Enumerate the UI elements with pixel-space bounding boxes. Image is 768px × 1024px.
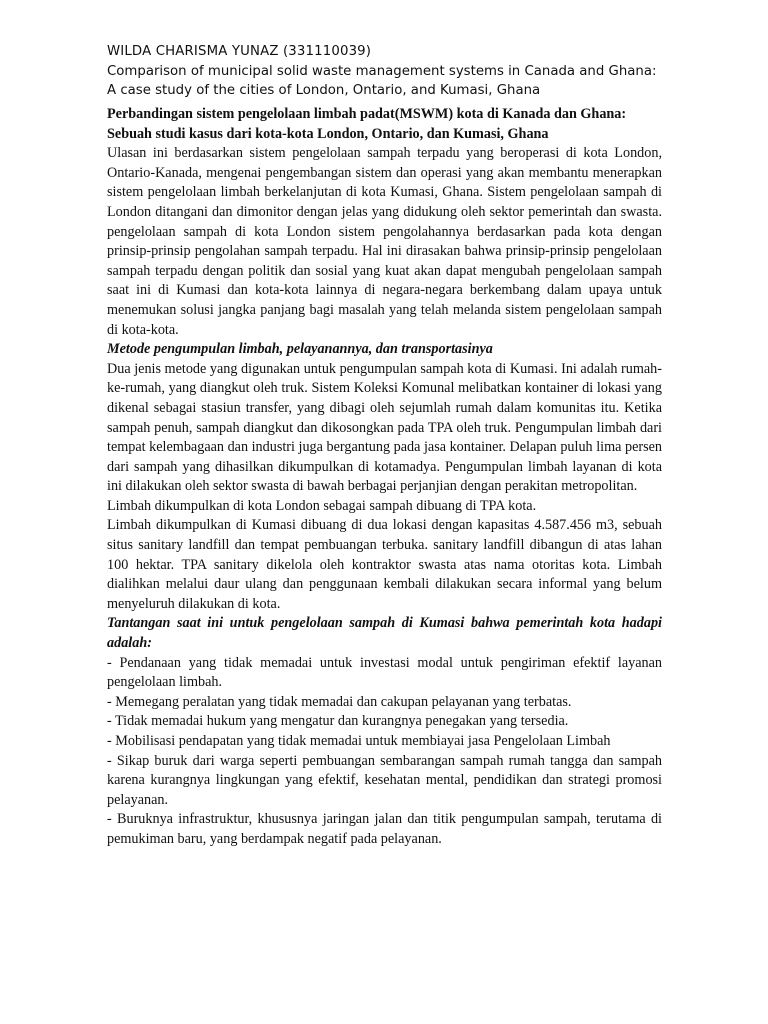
challenge-item: - Mobilisasi pendapatan yang tidak memadai untuk membiayai jasa Pengelolaan Limbah xyxy=(107,733,611,749)
author-name: WILDA CHARISMA YUNAZ (331110039) xyxy=(107,44,372,59)
challenge-item: - Tidak memadai hukum yang mengatur dan kurangnya penegakan yang tersedia. xyxy=(107,713,569,730)
document-page xyxy=(107,42,662,850)
challenge-item: - Memegang peralatan yang tidak memadai dan cakupan pelayanan yang terbatas. xyxy=(107,693,572,710)
london-paragraph: Limbah dikumpulkan di kota London sebagai sampah dibuang di TPA kota. xyxy=(107,497,537,514)
intro-paragraph: Ulasan ini berdasarkan sistem pengelolaan sampah terpadu yang beroperasi di kota London, Ontario-Kanada, mengenai pengembangan sistem dan operasi yang akan membantu menerapkan sistem pengelolaan limbah berkelanjutan di kota Kumasi, Ghana. Sistem pengelolaan sampah di London ditangani dan dimonitor dengan jelas yang didukung oleh sektor pemerintah dan swasta. pengelolaan sampah di kota London sistem pengolahannya berdasarkan pada kota dengan prinsip-prinsip pengolahan sampah terpadu. Hal ini dirasakan bahwa prinsip-prinsip pengelolaan sampah terpadu dengan politik dan sosial yang kuat akan dapat mengubah pengelolaan sampah saat ini di Kumasi dan kota-kota lainnya di negara-negara berkembang dalam upaya untuk menemukan solusi jangka panjang bagi masalah yang telah melanda sistem pengelolaan sampah di kota-kota. xyxy=(107,145,662,338)
section-heading-challenges: Tantangan saat ini untuk pengelolaan sampah di Kumasi bahwa pemerintah kota hadapi adalah: xyxy=(107,615,662,652)
kumasi-disposal-paragraph: Limbah dikumpulkan di Kumasi dibuang di dua lokasi dengan kapasitas 4.587.456 m3, sebuah situs sanitary landfill dan tempat pembuangan terbuka. sanitary landfill dibangun di atas lahan 100 hektar. TPA sanitary dikelola oleh kontraktor swasta atas nama otoritas kota. Limbah dialihkan melalui daur ulang dan penggunaan kembali dilakukan secara informal yang belum menyeluruh dilakukan di kota. xyxy=(107,517,662,612)
challenge-item: - Buruknya infrastruktur, khususnya jaringan jalan dan titik pengumpulan sampah, terutama di pemukiman baru, yang berdampak negatif pada pelayanan. xyxy=(107,811,662,847)
challenge-item: - Sikap buruk dari warga seperti pembuangan sembarangan sampah rumah tangga dan sampah karena kurangnya lingkungan yang efektif, kesehatan mental, pendidikan dan strategi promosi pelayanan. xyxy=(107,752,662,808)
document-title: Perbandingan sistem pengelolaan limbah padat(MSWM) kota di Kanada dan Ghana: Sebuah studi kasus dari kota-kota London, Ontario, dan Kumasi, Ghana xyxy=(107,106,627,142)
challenge-item: - Pendanaan yang tidak memadai untuk investasi modal untuk pengiriman efektif layanan pengelolaan limbah. xyxy=(107,654,662,691)
english-title: Comparison of municipal solid waste management systems in Canada and Ghana: A case study of the cities of London, Ontario, and Kumasi, Ghana xyxy=(107,64,657,98)
section-heading-collection: Metode pengumpulan limbah, pelayanannya, dan transportasinya xyxy=(107,341,493,358)
collection-paragraph: Dua jenis metode yang digunakan untuk pengumpulan sampah kota di Kumasi. Ini adalah rumah-ke-rumah, yang diangkut oleh truk. Sistem Koleksi Komunal melibatkan kontainer di lokasi yang dikenal sebagai stasiun transfer, yang dibagi oleh sejumlah rumah dalam komunitas itu. Ketika sampah penuh, sampah diangkut dan dikosongkan pada TPA oleh truk. Pengumpulan limbah dari tempat kelembagaan dan industri juga bergantung pada jasa kontainer. Delapan puluh lima persen dari sampah yang dihasilkan dikumpulkan di kotamadya. Pengumpulan limbah layanan di kota ini dilakukan oleh sektor swasta di bawah berbagai perjanjian dengan perakitan metropolitan. xyxy=(107,360,662,495)
